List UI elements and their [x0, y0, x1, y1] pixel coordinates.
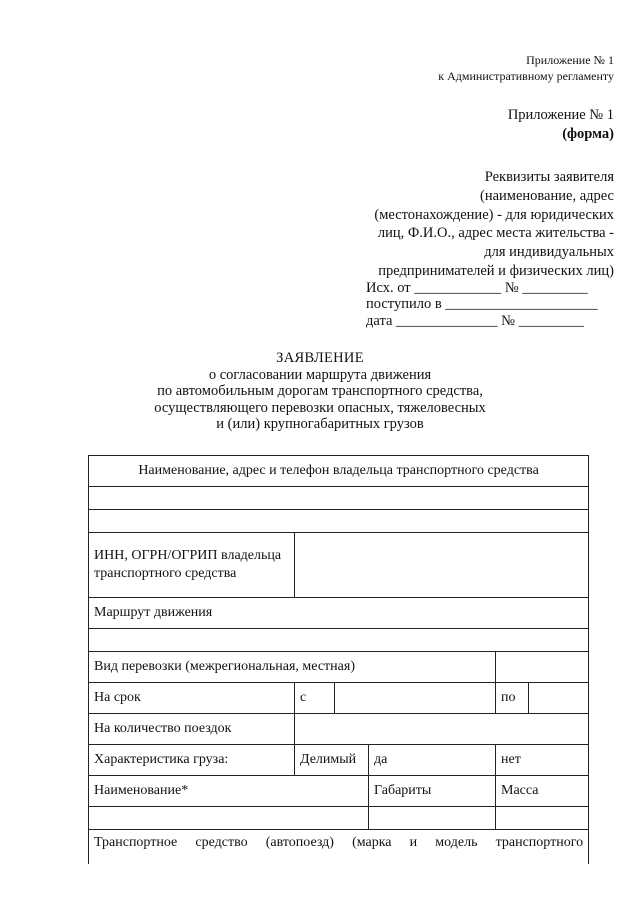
- period-from-label-cell: с: [295, 683, 335, 714]
- title-line: о согласовании маршрута движения: [208, 366, 432, 383]
- mass-label-cell: Масса: [496, 776, 589, 807]
- table-row: [89, 830, 589, 865]
- name-label-cell: Наименование*: [89, 776, 369, 807]
- title-line: по автомобильным дорогам транспортного средства,: [157, 383, 483, 399]
- period-from-input-cell[interactable]: [335, 683, 496, 714]
- divisible-label-cell: Делимый: [295, 745, 369, 776]
- table-row: [89, 487, 589, 510]
- vehicle-label-cell: Транспортное средство (автопоезд) (марка и модель транспортного: [89, 830, 589, 865]
- owner-input-cell[interactable]: [89, 510, 589, 533]
- inn-input-cell[interactable]: [295, 533, 589, 598]
- divisible-no-cell[interactable]: нет: [496, 745, 589, 776]
- table-row: [89, 776, 589, 807]
- table-row: [89, 683, 589, 714]
- appendix-reference: [438, 52, 614, 84]
- appendix-regulation: к Административному регламенту: [438, 69, 614, 83]
- owner-input-cell[interactable]: [89, 487, 589, 510]
- period-to-input-cell[interactable]: [529, 683, 589, 714]
- route-label-cell: Маршрут движения: [89, 598, 589, 629]
- period-to-label-cell: по: [496, 683, 529, 714]
- route-input-cell[interactable]: [89, 629, 589, 652]
- period-label-cell: На срок: [89, 683, 295, 714]
- appendix-form-number: Приложение № 1: [507, 107, 614, 123]
- requisites-line: лиц, Ф.И.О., адрес места жительства -: [377, 225, 614, 242]
- mass-input-cell[interactable]: [496, 807, 589, 830]
- title-main: ЗАЯВЛЕНИЕ: [276, 350, 364, 366]
- table-row: [89, 629, 589, 652]
- transport-type-label-cell: Вид перевозки (межрегиональная, местная): [89, 652, 496, 683]
- table-row: [89, 652, 589, 683]
- title-line: осуществляющего перевозки опасных, тяжеловесных: [154, 399, 486, 416]
- name-input-cell[interactable]: [89, 807, 369, 830]
- table-row: [89, 533, 589, 598]
- table-row: [89, 456, 589, 487]
- requisites-line: предпринимателей и физических лиц): [378, 262, 614, 279]
- requisites-line: (местонахождение) - для юридических: [374, 206, 614, 223]
- outgoing-number-field[interactable]: Исх. от ____________ № _________: [366, 280, 588, 296]
- cargo-label-cell: Характеристика груза:: [89, 745, 295, 776]
- requisites-line: для индивидуальных: [484, 244, 614, 261]
- applicant-requisites: [344, 168, 614, 281]
- inn-label-cell: ИНН, ОГРН/ОГРИП владельца транспортного средства: [89, 533, 295, 598]
- application-table: [88, 455, 589, 864]
- appendix-form-label: (форма): [562, 126, 614, 142]
- divisible-yes-cell[interactable]: да: [369, 745, 496, 776]
- appendix-number: Приложение № 1: [526, 53, 614, 67]
- appendix-form-reference: [508, 106, 614, 144]
- dimensions-label-cell: Габариты: [369, 776, 496, 807]
- requisites-line: (наименование, адрес: [480, 187, 614, 204]
- trips-input-cell[interactable]: [295, 714, 589, 745]
- table-row: [89, 714, 589, 745]
- owner-header-cell: Наименование, адрес и телефон владельца транспортного средства: [89, 456, 589, 487]
- table-row: [89, 598, 589, 629]
- title-line: и (или) крупногабаритных грузов: [216, 416, 424, 432]
- date-number-field[interactable]: дата ______________ № _________: [366, 313, 584, 329]
- table-row: [89, 510, 589, 533]
- table-row: [89, 807, 589, 830]
- requisites-line: Реквизиты заявителя: [484, 169, 614, 185]
- table-row: [89, 745, 589, 776]
- dimensions-input-cell[interactable]: [369, 807, 496, 830]
- trips-label-cell: На количество поездок: [89, 714, 295, 745]
- transport-type-input-cell[interactable]: [496, 652, 589, 683]
- document-title: [0, 350, 640, 433]
- received-field[interactable]: поступило в _____________________: [366, 296, 598, 312]
